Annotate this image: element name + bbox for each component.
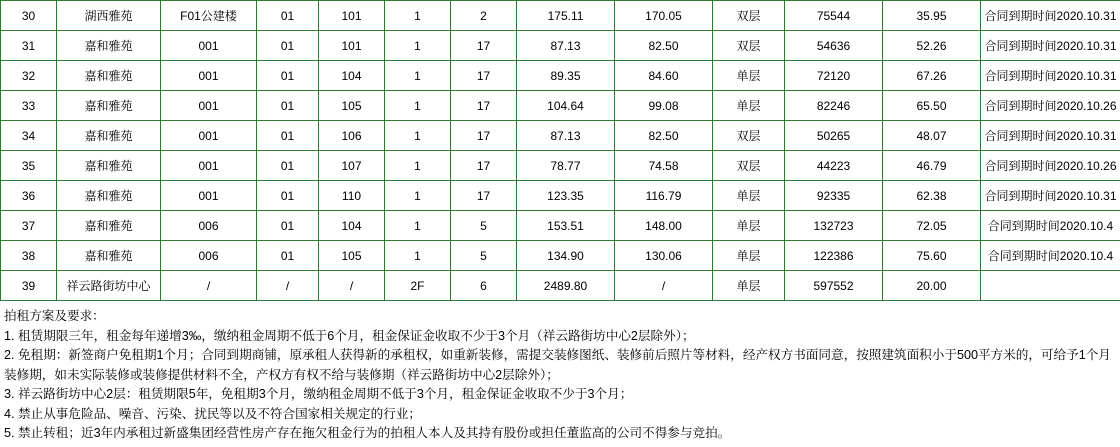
cell-index: 31 (1, 31, 57, 61)
cell-floor: 1 (385, 211, 451, 241)
cell-room: 105 (319, 241, 385, 271)
cell-property: 嘉和雅苑 (57, 61, 161, 91)
cell-room: / (319, 271, 385, 301)
cell-build-area: 87.13 (517, 121, 615, 151)
cell-room: 104 (319, 211, 385, 241)
notes-line-1: 1. 租赁期限三年，租金每年递增3‰，缴纳租金周期不低于6个月，租金保证金收取不少于3个月（祥云路街坊中心2层除外）； (4, 328, 695, 343)
cell-room: 101 (319, 1, 385, 31)
cell-property: 嘉和雅苑 (57, 31, 161, 61)
cell-build-area: 89.35 (517, 61, 615, 91)
table-row[interactable] (1, 91, 1120, 121)
cell-build-area: 175.11 (517, 1, 615, 31)
cell-build-area: 87.13 (517, 31, 615, 61)
cell-count: 17 (451, 61, 517, 91)
cell-unit: 01 (257, 241, 319, 271)
cell-floor: 2F (385, 271, 451, 301)
cell-unit: 01 (257, 91, 319, 121)
cell-layer-type: 双层 (713, 151, 785, 181)
cell-unit-price: 65.50 (883, 91, 981, 121)
cell-layer-type: 双层 (713, 121, 785, 151)
cell-property: 嘉和雅苑 (57, 91, 161, 121)
cell-property: 嘉和雅苑 (57, 211, 161, 241)
cell-build-area: 2489.80 (517, 271, 615, 301)
cell-building: 001 (161, 151, 257, 181)
cell-property: 祥云路街坊中心 (57, 271, 161, 301)
cell-count: 5 (451, 241, 517, 271)
cell-use-area: 82.50 (615, 31, 713, 61)
notes-line-2: 2. 免租期：新签商户免租期1个月；合同到期商铺，原承租人获得新的承租权，如重新装修，需提交装修图纸、装修前后照片等材料，经产权方书面同意，按照建筑面积小于500平方米的，可给予1个月装修期，如未实际装修或装修提供材料不全，产权方有权不给与装修期（祥云路街坊中心2层除外）； (4, 348, 1111, 382)
cell-building: 001 (161, 181, 257, 211)
notes-line-3: 3. 祥云路街坊中心2层：租赁期限5年，免租期3个月，缴纳租金周期不低于3个月，租金保证金收取不少于3个月； (4, 387, 633, 401)
cell-building: 006 (161, 241, 257, 271)
cell-price: 122386 (785, 241, 883, 271)
cell-remark: 合同到期时间2020.10.4 (981, 241, 1120, 271)
cell-unit: 01 (257, 151, 319, 181)
cell-unit: 01 (257, 121, 319, 151)
cell-floor: 1 (385, 241, 451, 271)
lease-table-body (1, 1, 1120, 301)
cell-unit-price: 52.26 (883, 31, 981, 61)
cell-building: 001 (161, 31, 257, 61)
cell-index: 30 (1, 1, 57, 31)
cell-use-area: 148.00 (615, 211, 713, 241)
cell-property: 湖西雅苑 (57, 1, 161, 31)
cell-floor: 1 (385, 31, 451, 61)
table-row[interactable] (1, 241, 1120, 271)
cell-building: 006 (161, 211, 257, 241)
cell-layer-type: 单层 (713, 91, 785, 121)
cell-remark (981, 271, 1120, 301)
cell-use-area: 84.60 (615, 61, 713, 91)
cell-price: 54636 (785, 31, 883, 61)
cell-property: 嘉和雅苑 (57, 151, 161, 181)
table-row[interactable] (1, 271, 1120, 301)
cell-unit-price: 67.26 (883, 61, 981, 91)
cell-floor: 1 (385, 151, 451, 181)
cell-price: 44223 (785, 151, 883, 181)
table-row[interactable] (1, 181, 1120, 211)
cell-property: 嘉和雅苑 (57, 121, 161, 151)
table-row[interactable] (1, 211, 1120, 241)
cell-layer-type: 双层 (713, 31, 785, 61)
notes-title: 拍租方案及要求： (4, 309, 105, 323)
cell-layer-type: 双层 (713, 1, 785, 31)
cell-use-area: 116.79 (615, 181, 713, 211)
cell-room: 107 (319, 151, 385, 181)
cell-count: 2 (451, 1, 517, 31)
cell-remark: 合同到期时间2020.10.31 (981, 61, 1120, 91)
cell-unit: 01 (257, 181, 319, 211)
cell-room: 101 (319, 31, 385, 61)
cell-unit: 01 (257, 211, 319, 241)
cell-building: F01公建楼 (161, 1, 257, 31)
cell-build-area: 104.64 (517, 91, 615, 121)
cell-floor: 1 (385, 91, 451, 121)
cell-index: 36 (1, 181, 57, 211)
cell-build-area: 153.51 (517, 211, 615, 241)
cell-count: 17 (451, 31, 517, 61)
cell-index: 39 (1, 271, 57, 301)
cell-price: 50265 (785, 121, 883, 151)
cell-remark: 合同到期时间2020.10.31 (981, 121, 1120, 151)
table-row[interactable] (1, 1, 1120, 31)
cell-unit: / (257, 271, 319, 301)
cell-count: 17 (451, 181, 517, 211)
cell-count: 5 (451, 211, 517, 241)
cell-count: 6 (451, 271, 517, 301)
cell-price: 72120 (785, 61, 883, 91)
notes-section (0, 301, 1120, 444)
cell-price: 92335 (785, 181, 883, 211)
cell-layer-type: 单层 (713, 241, 785, 271)
cell-price: 75544 (785, 1, 883, 31)
cell-price: 597552 (785, 271, 883, 301)
table-row[interactable] (1, 121, 1120, 151)
cell-remark: 合同到期时间2020.10.31 (981, 181, 1120, 211)
cell-remark: 合同到期时间2020.10.31 (981, 1, 1120, 31)
cell-floor: 1 (385, 61, 451, 91)
cell-floor: 1 (385, 181, 451, 211)
cell-use-area: 74.58 (615, 151, 713, 181)
cell-use-area: 82.50 (615, 121, 713, 151)
table-row[interactable] (1, 151, 1120, 181)
cell-index: 34 (1, 121, 57, 151)
cell-unit: 01 (257, 31, 319, 61)
cell-remark: 合同到期时间2020.10.26 (981, 91, 1120, 121)
cell-use-area: / (615, 271, 713, 301)
cell-building: 001 (161, 121, 257, 151)
cell-unit-price: 20.00 (883, 271, 981, 301)
cell-property: 嘉和雅苑 (57, 241, 161, 271)
cell-unit: 01 (257, 61, 319, 91)
cell-unit-price: 48.07 (883, 121, 981, 151)
cell-layer-type: 单层 (713, 61, 785, 91)
cell-use-area: 99.08 (615, 91, 713, 121)
cell-floor: 1 (385, 121, 451, 151)
cell-count: 17 (451, 91, 517, 121)
cell-remark: 合同到期时间2020.10.26 (981, 151, 1120, 181)
cell-count: 17 (451, 121, 517, 151)
cell-index: 33 (1, 91, 57, 121)
cell-index: 37 (1, 211, 57, 241)
cell-use-area: 130.06 (615, 241, 713, 271)
cell-room: 104 (319, 61, 385, 91)
cell-unit-price: 35.95 (883, 1, 981, 31)
cell-build-area: 78.77 (517, 151, 615, 181)
cell-use-area: 170.05 (615, 1, 713, 31)
cell-unit-price: 46.79 (883, 151, 981, 181)
cell-building: / (161, 271, 257, 301)
cell-layer-type: 单层 (713, 271, 785, 301)
table-row[interactable] (1, 61, 1120, 91)
notes-line-4: 4. 禁止从事危险品、噪音、污染、扰民等以及不符合国家相关规定的行业； (4, 406, 422, 421)
table-row[interactable] (1, 31, 1120, 61)
cell-unit-price: 72.05 (883, 211, 981, 241)
cell-price: 132723 (785, 211, 883, 241)
cell-room: 106 (319, 121, 385, 151)
cell-build-area: 134.90 (517, 241, 615, 271)
cell-unit-price: 75.60 (883, 241, 981, 271)
cell-property: 嘉和雅苑 (57, 181, 161, 211)
cell-index: 32 (1, 61, 57, 91)
cell-layer-type: 单层 (713, 211, 785, 241)
cell-index: 35 (1, 151, 57, 181)
cell-unit: 01 (257, 1, 319, 31)
cell-floor: 1 (385, 1, 451, 31)
cell-building: 001 (161, 61, 257, 91)
cell-build-area: 123.35 (517, 181, 615, 211)
cell-building: 001 (161, 91, 257, 121)
cell-room: 110 (319, 181, 385, 211)
cell-remark: 合同到期时间2020.10.31 (981, 31, 1120, 61)
cell-unit-price: 62.38 (883, 181, 981, 211)
cell-index: 38 (1, 241, 57, 271)
cell-count: 17 (451, 151, 517, 181)
notes-line-5: 5. 禁止转租；近3年内承租过新盛集团经营性房产存在拖欠租金行为的拍租人本人及其持有股份或担任董监高的公司不得参与竞拍。 (4, 426, 731, 440)
cell-remark: 合同到期时间2020.10.4 (981, 211, 1120, 241)
cell-price: 82246 (785, 91, 883, 121)
cell-layer-type: 单层 (713, 181, 785, 211)
cell-room: 105 (319, 91, 385, 121)
